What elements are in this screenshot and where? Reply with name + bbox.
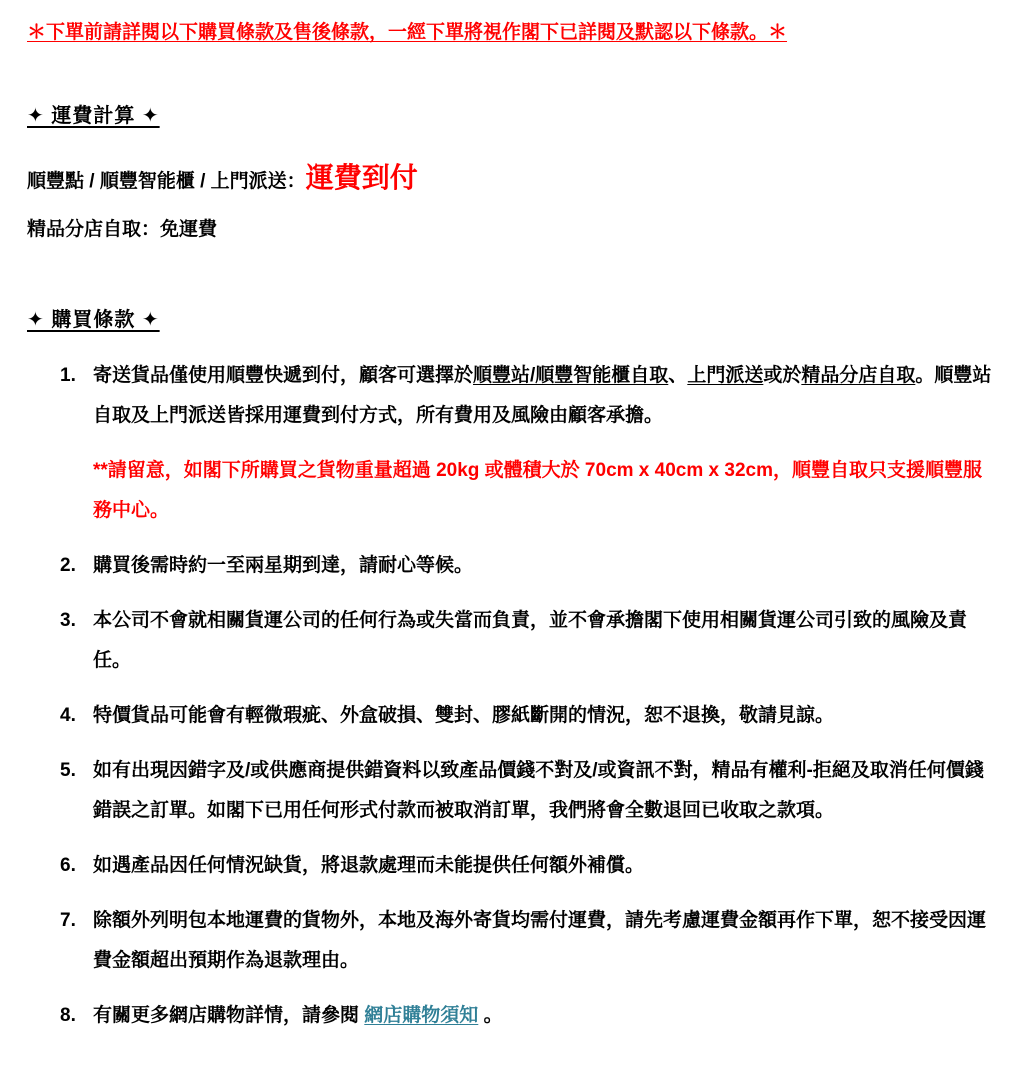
- term-body: [93, 601, 996, 681]
- store-pickup-line: 精品分店自取：免運費: [27, 219, 218, 241]
- term-paragraph: [93, 451, 996, 531]
- term-text-segment: 除額外列明包本地運費的貨物外，本地及海外寄貨均需付運費，請先考慮運費金額再作下單，恕不接受因運費金額超出預期作為退款理由。: [93, 910, 987, 972]
- term-body: [93, 546, 996, 586]
- term-text-segment: 、: [668, 365, 688, 387]
- term-item: [60, 696, 996, 736]
- term-text-segment: 本公司不會就相關貨運公司的任何行為或失當而負責，並不會承擔閣下使用相關貨運公司引致的風險及責任。: [93, 610, 968, 672]
- term-body: [93, 356, 996, 531]
- term-number: 7.: [60, 910, 76, 932]
- term-body: [93, 846, 996, 886]
- term-text-segment: 上門派送: [687, 365, 764, 387]
- term-number: 1.: [60, 365, 76, 387]
- term-paragraph: [93, 601, 996, 681]
- term-text-segment: 精品分店自取: [801, 365, 916, 387]
- term-paragraph: [93, 846, 996, 886]
- store-shopping-notice-link[interactable]: 網店購物須知: [364, 1005, 479, 1027]
- term-number: 3.: [60, 610, 76, 632]
- term-body: [93, 901, 996, 981]
- term-body: [93, 996, 996, 1036]
- term-number: 4.: [60, 705, 76, 727]
- term-item: [60, 751, 996, 831]
- term-text-segment: **請留意，如閣下所購買之貨物重量超過 20kg 或體積大於 70cm x 40cm x 32cm，順豐自取只支援順豐服務中心。: [93, 460, 982, 522]
- term-paragraph: [93, 696, 996, 736]
- term-item: [60, 901, 996, 981]
- term-item: [60, 846, 996, 886]
- term-text-segment: 有關更多網店購物詳情，請參閱: [93, 1005, 365, 1027]
- term-paragraph: [93, 751, 996, 831]
- shipping-methods-label: 順豐點 / 順豐智能櫃 / 上門派送：: [27, 171, 306, 193]
- term-number: 8.: [60, 1005, 76, 1027]
- term-text-segment: 如有出現因錯字及/或供應商提供錯資料以致產品價錢不對及/或資訊不對，精品有權利-拒絕及取消任何價錢錯誤之訂單。如閣下已用任何形式付款而被取消訂單，我們將會全數退回已收取之款項。: [93, 760, 984, 822]
- shipping-fee-heading: ✦ 運費計算 ✦: [27, 105, 160, 128]
- term-text-segment: 如遇產品因任何情況缺貨，將退款處理而未能提供任何額外補償。: [93, 855, 645, 877]
- term-item: [60, 996, 996, 1036]
- term-text-segment: 。順豐站自取及上門派送皆採用運費到付方式，所有費用及風險由顧客承擔。: [93, 365, 992, 427]
- term-paragraph: [93, 356, 996, 436]
- term-text-segment: 順豐站/順豐智能櫃自取: [473, 365, 669, 387]
- term-paragraph: [93, 546, 996, 586]
- term-paragraph: [93, 996, 996, 1036]
- purchase-terms-heading: ✦ 購買條款 ✦: [27, 309, 160, 332]
- term-body: [93, 696, 996, 736]
- terms-list: [27, 356, 996, 1036]
- term-number: 2.: [60, 555, 76, 577]
- freight-collect-value: 運費到付: [305, 162, 418, 194]
- term-number: 5.: [60, 760, 76, 782]
- term-number: 6.: [60, 855, 76, 877]
- shipping-methods-line: [27, 156, 996, 196]
- term-item: [60, 546, 996, 586]
- term-text-segment: 。: [478, 1005, 503, 1027]
- term-body: [93, 751, 996, 831]
- term-text-segment: 或於: [763, 365, 802, 387]
- term-item: [60, 356, 996, 531]
- term-paragraph: [93, 901, 996, 981]
- term-text-segment: 特價貨品可能會有輕微瑕疵、外盒破損、雙封、膠紙斷開的情況，恕不退換，敬請見諒。: [93, 705, 835, 727]
- term-text-segment: 購買後需時約一至兩星期到達，請耐心等候。: [93, 555, 474, 577]
- pre-order-notice: ＊下單前請詳閱以下購買條款及售後條款，一經下單將視作閣下已詳閱及默認以下條款。＊: [27, 22, 788, 43]
- term-text-segment: 寄送貨品僅使用順豐快遞到付，顧客可選擇於: [93, 365, 474, 387]
- term-item: [60, 601, 996, 681]
